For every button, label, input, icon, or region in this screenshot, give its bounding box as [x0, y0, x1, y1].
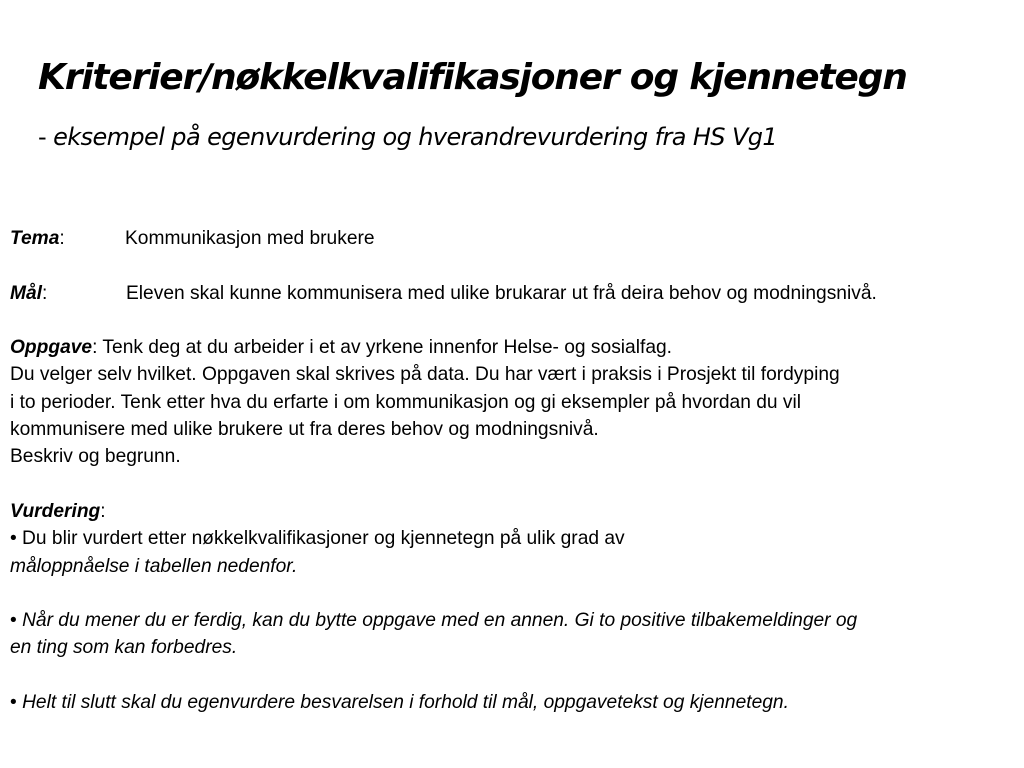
oppgave-text-line: kommunisere med ulike brukere ut fra deres behov og modningsnivå.	[10, 419, 599, 441]
bullet-item: • Du blir vurdert etter nøkkelkvalifikasjoner og kjennetegn på ulik grad av	[10, 528, 625, 550]
bullet-marker: •	[10, 610, 23, 632]
tema-line	[10, 225, 1020, 252]
oppgave-text-line: Du velger selv hvilket. Oppgaven skal skrives på data. Du har vært i praksis i Prosjekt til fordyping	[10, 364, 840, 386]
oppgave-label: Oppgave	[10, 337, 93, 359]
tema-value: Kommunikasjon med brukere	[125, 228, 375, 249]
spacer	[10, 307, 1020, 334]
bullet-item	[10, 607, 1020, 634]
oppgave-first-line: : Tenk deg at du arbeider i et av yrkene innenfor Helse- og sosialfag.	[92, 337, 672, 359]
spacer	[10, 662, 1020, 689]
tema-colon: :	[59, 228, 65, 249]
bullet-continuation: måloppnåelse i tabellen nedenfor.	[10, 555, 298, 577]
slide-subtitle	[38, 124, 777, 150]
slide-title: Kriterier/nøkkelkvalifikasjoner og kjennetegn	[38, 57, 907, 98]
bullet-item	[10, 689, 1020, 716]
bullet-text: Helt til slutt skal du egenvurdere besvarelsen i forhold til mål, oppgavetekst og kjennetegn.	[22, 692, 789, 714]
spacer	[10, 580, 1020, 607]
vurdering-line	[10, 498, 1020, 525]
oppgave-line	[10, 334, 1020, 361]
bullet-marker: •	[10, 692, 23, 714]
oppgave-text-line: Beskriv og begrunn.	[10, 446, 181, 468]
slide-body	[10, 225, 1020, 716]
subtitle-text: eksempel på egenvurdering og hverandrevurdering fra HS Vg1	[53, 123, 778, 151]
maal-label: Mål	[10, 282, 42, 304]
maal-line	[10, 280, 1020, 307]
tema-label: Tema	[10, 228, 60, 249]
subtitle-dash: -	[38, 123, 47, 151]
maal-colon: :	[42, 282, 48, 304]
spacer	[10, 471, 1020, 498]
spacer	[10, 252, 1020, 279]
maal-value: Eleven skal kunne kommunisera med ulike brukarar ut frå deira behov og modningsnivå.	[126, 282, 877, 304]
vurdering-label: Vurdering	[10, 500, 101, 522]
bullet-continuation: en ting som kan forbedres.	[10, 637, 238, 659]
bullet-text: Når du mener du er ferdig, kan du bytte oppgave med en annen. Gi to positive tilbakemeldinger og	[22, 610, 858, 632]
oppgave-text-line: i to perioder. Tenk etter hva du erfarte i om kommunikasjon og gi eksempler på hvordan du vil	[10, 391, 802, 413]
vurdering-colon: :	[100, 500, 106, 522]
